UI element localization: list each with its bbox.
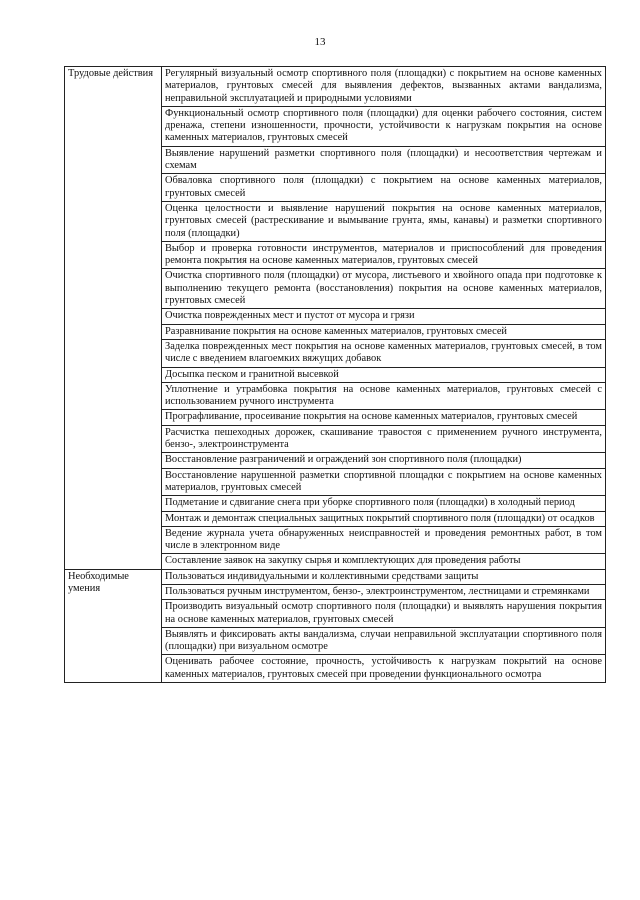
- table-cell-item: Пользоваться ручным инструментом, бензо-, электроинструментом, лестницами и стремянками: [162, 584, 606, 599]
- table-cell-item: Заделка поврежденных мест покрытия на основе каменных материалов, грунтовых смесей, в том числе с введением влагоемких вяжущих добавок: [162, 339, 606, 367]
- table-cell-item: Оценивать рабочее состояние, прочность, устойчивость к нагрузкам покрытий на основе каменных материалов, грунтовых смесей при проведении функционального осмотра: [162, 655, 606, 683]
- section-label: Необходимые умения: [65, 569, 162, 682]
- table-cell-item: Досыпка песком и гранитной высевкой: [162, 367, 606, 382]
- table-cell-item: Оценка целостности и выявление нарушений покрытия на основе каменных материалов, грунтовых смесей (растрескивание и вымывание грунта, ямы, канавы) и разметки спортивного поля (площадки): [162, 201, 606, 241]
- table-cell-item: Разравнивание покрытия на основе каменных материалов, грунтовых смесей: [162, 324, 606, 339]
- table-cell-item: Монтаж и демонтаж специальных защитных покрытий спортивного поля (площадки) от осадков: [162, 511, 606, 526]
- table-cell-item: Выбор и проверка готовности инструментов, материалов и приспособлений для проведения ремонта покрытия на основе каменных материалов, грунтовых смесей: [162, 241, 606, 269]
- page-number: 13: [314, 36, 326, 48]
- table-cell-item: Восстановление нарушенной разметки спортивной площадки с покрытием на основе каменных материалов, грунтовых смесей: [162, 468, 606, 496]
- table-cell-item: Обваловка спортивного поля (площадки) с покрытием на основе каменных материалов, грунтовых смесей: [162, 174, 606, 202]
- table-cell-item: Уплотнение и утрамбовка покрытия на основе каменных материалов, грунтовых смесей с использованием ручного инструмента: [162, 382, 606, 410]
- table-row: [65, 569, 606, 584]
- table-cell-item: Восстановление разграничений и ограждений зон спортивного поля (площадки): [162, 453, 606, 468]
- table-cell-item: Составление заявок на закупку сырья и комплектующих для проведения работы: [162, 554, 606, 569]
- table-cell-item: Производить визуальный осмотр спортивного поля (площадки) и выявлять нарушения покрытия на основе каменных материалов, грунтовых смесей: [162, 600, 606, 628]
- table-cell-item: Выявление нарушений разметки спортивного поля (площадки) и несоответствия чертежам и схемам: [162, 146, 606, 174]
- section-label: Трудовые действия: [65, 67, 162, 570]
- table-cell-item: Пользоваться индивидуальными и коллективными средствами защиты: [162, 569, 606, 584]
- table-row: [65, 67, 606, 107]
- table-cell-item: Очистка поврежденных мест и пустот от мусора и грязи: [162, 309, 606, 324]
- table-cell-item: Ведение журнала учета обнаруженных неисправностей и проведения ремонтных работ, в том числе в электронном виде: [162, 526, 606, 554]
- table-cell-item: Прографливание, просеивание покрытия на основе каменных материалов, грунтовых смесей: [162, 410, 606, 425]
- table-cell-item: Подметание и сдвигание снега при уборке спортивного поля (площадки) в холодный период: [162, 496, 606, 511]
- table-cell-item: Регулярный визуальный осмотр спортивного поля (площадки) с покрытием на основе каменных материалов, грунтовых смесей для выявления дефектов, вызванных актами вандализма, неправильной эксплуатацией и природными условиями: [162, 67, 606, 107]
- competency-table: [64, 66, 606, 683]
- table-cell-item: Расчистка пешеходных дорожек, скашивание травостоя с применением ручного инструмента, бензо-, электроинструмента: [162, 425, 606, 453]
- table-cell-item: Функциональный осмотр спортивного поля (площадки) для оценки рабочего состояния, систем дренажа, степени изношенности, прочности, устойчивости к нагрузкам покрытия на основе каменных материалов, грунтовых смесей: [162, 106, 606, 146]
- table-body: [65, 67, 606, 683]
- table-cell-item: Выявлять и фиксировать акты вандализма, случаи неправильной эксплуатации спортивного поля (площадки) при визуальном осмотре: [162, 627, 606, 655]
- table-cell-item: Очистка спортивного поля (площадки) от мусора, листьевого и хвойного опада при подготовке к выполнению текущего ремонта (восстановления) покрытия на основе каменных материалов, грунтовых смесей: [162, 269, 606, 309]
